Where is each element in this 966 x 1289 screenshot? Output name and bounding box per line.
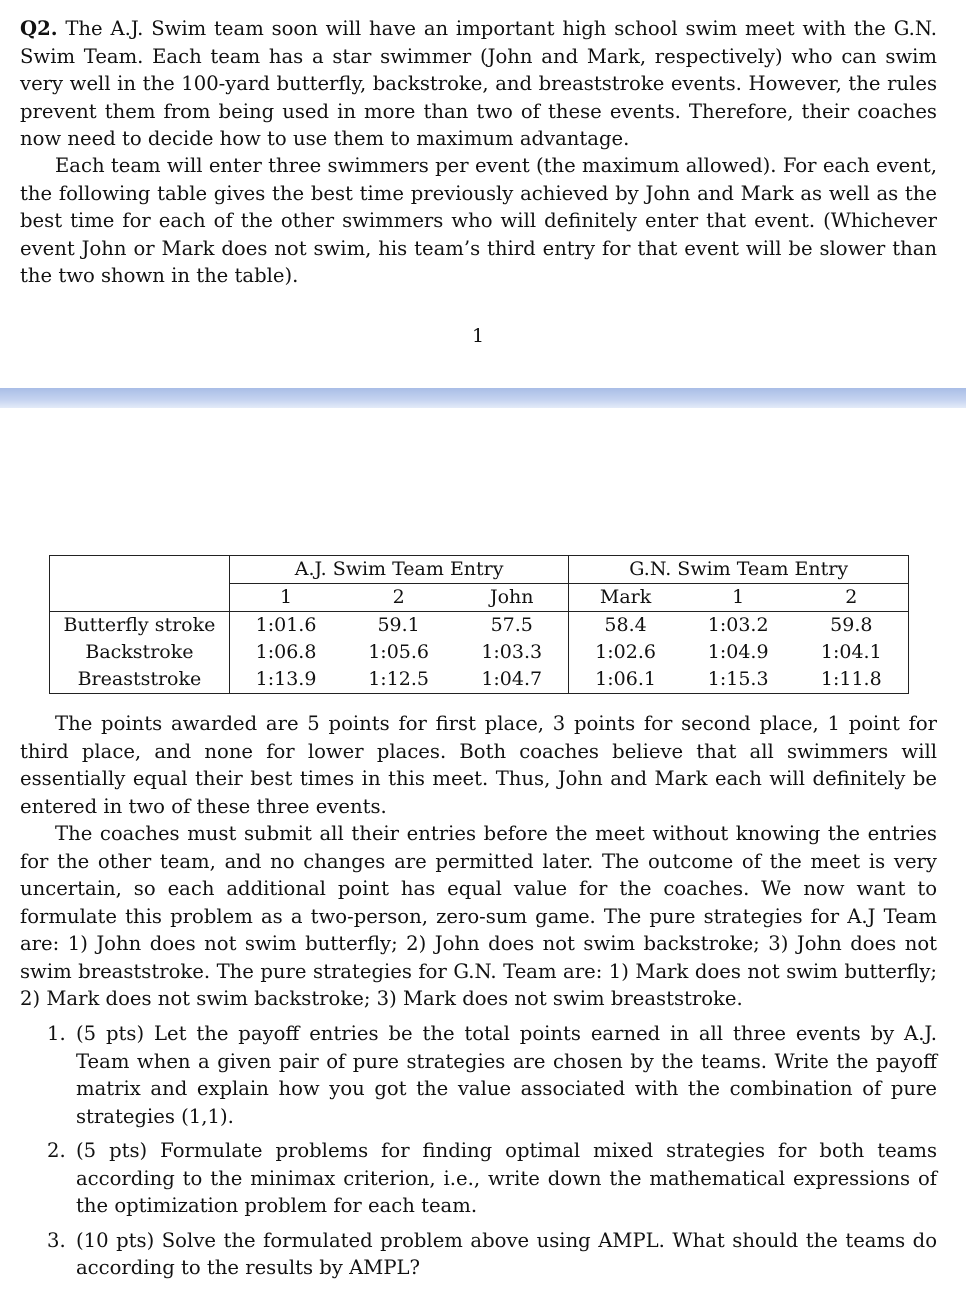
time-cell: 1:03.2: [682, 612, 795, 640]
event-name: Backstroke: [50, 639, 230, 666]
swim-times-table: [49, 555, 909, 694]
question-list: [20, 1020, 937, 1289]
table-row: [50, 639, 909, 666]
time-cell: 57.5: [455, 612, 569, 640]
event-name: Butterfly stroke: [50, 612, 230, 640]
page-number: 1: [471, 325, 485, 347]
time-cell: 1:03.3: [481, 641, 543, 663]
problem-intro-text: The A.J. Swim team soon will have an important high school swim meet with the G.N. Swim Team. Each team has a star swimmer (John and Mark, respectively) who can swim very well in the 100-yard butterfly, backstroke, and breaststroke events. However, the rules prevent them from being used in more than two of these events. Therefore, their coaches now need to decide how to use them to maximum advantage.: [20, 17, 937, 150]
list-item: [20, 1137, 937, 1220]
time-cell: 1:06.8: [229, 639, 342, 666]
column-header: 1: [229, 584, 342, 612]
time-cell: 59.1: [342, 612, 455, 640]
time-cell: 1:04.9: [707, 641, 769, 663]
time-cell: 1:11.8: [795, 666, 909, 694]
question-number: 1.: [47, 1022, 66, 1045]
page-1: [0, 0, 966, 388]
question-number: 2.: [47, 1139, 66, 1162]
problem-intro-paragraph: [20, 15, 937, 153]
column-header: 1: [732, 586, 745, 608]
list-item: [20, 1227, 937, 1282]
table-header-row: [50, 556, 909, 584]
table-corner-cell: [50, 584, 230, 612]
question-label: Q2.: [20, 17, 58, 40]
column-header: 2: [392, 586, 405, 608]
table-row: [50, 612, 909, 640]
time-cell: 1:12.5: [342, 666, 455, 694]
time-cell: 1:02.6: [569, 639, 682, 666]
question-text: (5 pts) Let the payoff entries be the total points earned in all three events by A.J. Team when a given pair of pure strategies are chosen by the teams. Write the payoff matrix and explain how you got the value associated with the combination of pure strategies (1,1).: [76, 1022, 937, 1128]
time-cell: 1:05.6: [368, 641, 430, 663]
page-2: [0, 408, 966, 1279]
time-cell: 1:04.7: [455, 666, 569, 694]
question-text: (10 pts) Solve the formulated problem above using AMPL. What should the teams do according to the results by AMPL?: [76, 1228, 937, 1279]
list-item: [20, 1020, 937, 1130]
game-formulation-paragraph: The coaches must submit all their entries before the meet without knowing the entries for the other team, and no changes are permitted later. The outcome of the meet is very uncertain, so each additional point has equal value for the coaches. We now want to formulate this problem as a two-person, zero-sum game. The pure strategies for A.J Team are: 1) John does not swim butterfly; 2) John does not swim backstroke; 3) John does not swim breaststroke. The pure strategies for G.N. Team are: 1) Mark does not swim butterfly; 2) Mark does not swim backstroke; 3) Mark does not swim breaststroke.: [20, 822, 937, 1010]
table-row: [50, 666, 909, 694]
table-corner-cell: [50, 556, 230, 584]
time-cell: 1:01.6: [229, 612, 342, 640]
time-cell: 1:06.1: [569, 666, 682, 694]
column-header: John: [489, 586, 534, 608]
event-name: Breaststroke: [50, 666, 230, 694]
table-subheader-row: [50, 584, 909, 612]
gn-team-header: G.N. Swim Team Entry: [569, 556, 909, 584]
time-cell: 1:15.3: [682, 666, 795, 694]
time-cell: 1:13.9: [229, 666, 342, 694]
question-number: 3.: [47, 1228, 66, 1252]
column-header: 2: [795, 584, 909, 612]
question-text: (5 pts) Formulate problems for finding optimal mixed strategies for both teams according to the minimax criterion, i.e., write down the mathematical expressions of the optimization problem for each team.: [76, 1139, 937, 1217]
column-header: Mark: [569, 584, 682, 612]
page-separator: [0, 388, 966, 408]
points-paragraph: The points awarded are 5 points for first place, 3 points for second place, 1 point for third place, and none for lower places. Both coaches believe that all swimmers will essentially equal their best times in this meet. Thus, John and Mark each will definitely be entered in two of these three events.: [20, 712, 937, 818]
aj-team-header: A.J. Swim Team Entry: [229, 556, 569, 584]
time-cell: 1:04.1: [795, 639, 909, 666]
time-cell: 59.8: [795, 612, 909, 640]
time-cell: 58.4: [569, 612, 682, 640]
entry-description-paragraph: Each team will enter three swimmers per event (the maximum allowed). For each event, the following table gives the best time previously achieved by John and Mark as well as the best time for each of the other swimmers who will definitely enter that event. (Whichever event John or Mark does not swim, his team’s third entry for that event will be slower than the two shown in the table).: [20, 154, 937, 287]
